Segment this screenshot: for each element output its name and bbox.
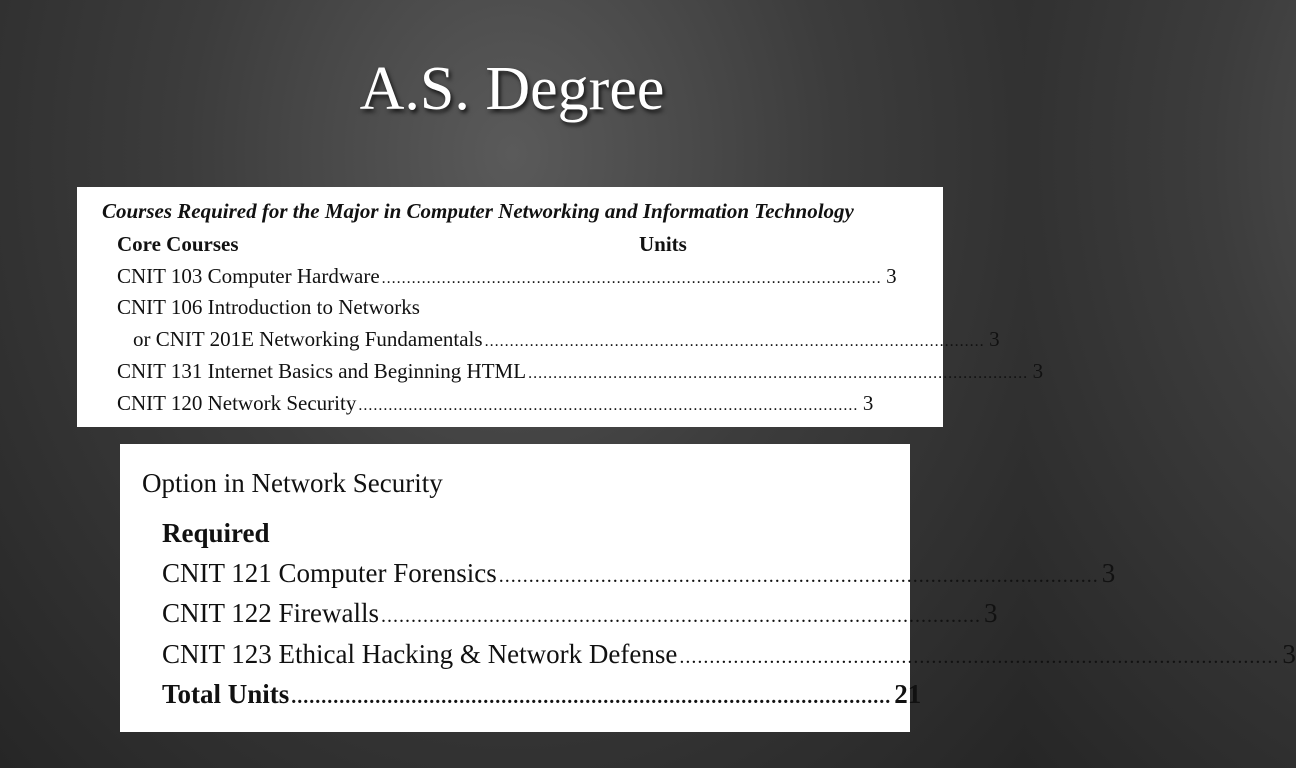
core-courses-panel (77, 187, 1044, 427)
dot-leader: .................................................................................................... (679, 646, 1280, 668)
course-units: 3 (1032, 359, 1044, 383)
course-units: 3 (989, 327, 1000, 351)
course-name: or CNIT 201E Networking Fundamentals (133, 327, 483, 351)
list-item (117, 391, 874, 419)
total-units-row (162, 679, 922, 713)
list-item (162, 558, 1116, 592)
course-name: CNIT 103 Computer Hardware (117, 264, 380, 288)
total-units-label: Total Units (162, 679, 290, 709)
network-security-option-panel (120, 444, 1296, 732)
dot-leader: .................................................................................................... (381, 605, 981, 627)
dot-leader: .................................................................................................... (358, 397, 859, 414)
required-subheading: Required (162, 518, 270, 548)
course-name: CNIT 131 Internet Basics and Beginning HTML (117, 359, 527, 383)
course-name: CNIT 123 Ethical Hacking & Network Defense (162, 639, 678, 669)
units-column-header: Units (639, 232, 687, 256)
list-item (117, 295, 673, 323)
dot-leader: .................................................................................................... (528, 365, 1029, 382)
course-name: CNIT 106 Introduction to Networks (117, 295, 420, 319)
slide-title: A.S. Degree (359, 55, 665, 123)
total-units-value: 21 (894, 679, 922, 709)
course-units: 3 (1282, 639, 1296, 669)
dot-leader: .................................................................................................... (381, 270, 882, 287)
core-courses-heading: Courses Required for the Major in Computer Networking and Information Technology (102, 199, 854, 223)
list-item (162, 598, 998, 632)
course-units: 3 (862, 391, 874, 415)
course-name: CNIT 122 Firewalls (162, 598, 379, 628)
option-heading: Option in Network Security (142, 468, 443, 498)
core-courses-column-header: Core Courses (117, 232, 239, 256)
course-units: 3 (1101, 558, 1116, 588)
dot-leader: .................................................................................................... (291, 686, 892, 708)
course-units: 3 (984, 598, 998, 628)
list-item (117, 359, 1044, 387)
dot-leader: .................................................................................................... (484, 333, 985, 350)
list-item (117, 264, 897, 292)
dot-leader: .................................................................................................... (498, 565, 1099, 587)
list-item (162, 639, 1296, 673)
course-name: CNIT 121 Computer Forensics (162, 558, 497, 588)
list-item (133, 327, 1000, 355)
course-name: CNIT 120 Network Security (117, 391, 357, 415)
course-units: 3 (886, 264, 897, 288)
